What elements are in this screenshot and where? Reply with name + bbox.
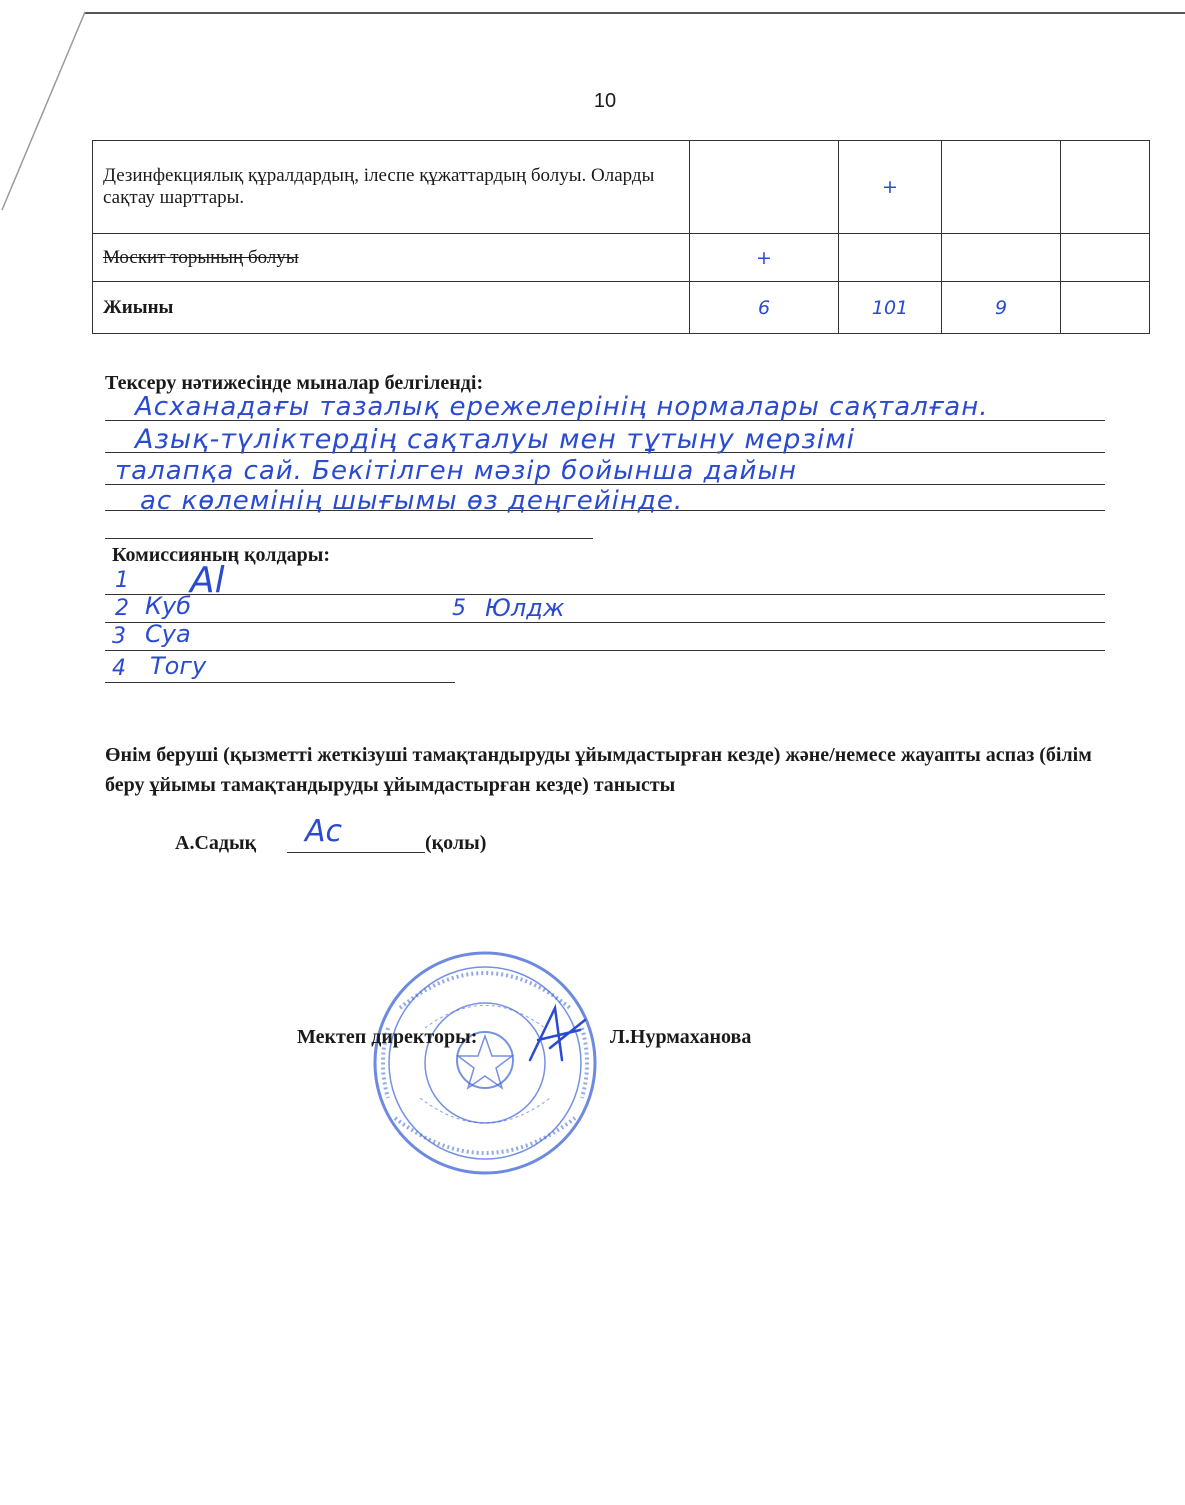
signature-line: [105, 682, 455, 683]
signature-scribble: Юлдж: [485, 594, 565, 622]
mark-cell: [1061, 234, 1150, 282]
mark-cell: +: [839, 141, 942, 234]
signature-scribble: Суа: [145, 620, 191, 648]
acknowledgement-text: Өнім беруші (қызметті жеткізуші тамақтандыруды ұйымдастырған кезде) және/немесе жауапты аспаз (білім беру ұйымы тамақтандыруды ұйымдастырған кезде) танысты: [105, 744, 1092, 796]
scan-edge-left: [0, 0, 100, 220]
signature-line: [105, 594, 1105, 595]
mark-cell: [942, 141, 1061, 234]
mark-cell: [690, 141, 839, 234]
director-signature: [520, 1000, 590, 1070]
signature-number: 1: [115, 568, 129, 593]
signature-number: 4: [112, 656, 126, 681]
mark-cell: [839, 234, 942, 282]
director-name: Л.Нурмаханова: [610, 1026, 752, 1048]
signature-scribble: Al: [190, 560, 225, 601]
row-label: Жиыны: [93, 282, 690, 334]
mark-cell: [1061, 141, 1150, 234]
signature-scribble: Куб: [145, 592, 192, 620]
writing-line: [105, 538, 593, 539]
page-number: 10: [593, 90, 617, 112]
mark-cell: [942, 234, 1061, 282]
finding-line: талапқа сай. Бекітілген мәзір бойынша дайын: [115, 456, 797, 486]
signature-number: 2: [115, 596, 129, 621]
signature-number: 5: [452, 596, 466, 621]
mark-cell: +: [690, 234, 839, 282]
finding-line: ас көлемінің шығымы өз деңгейінде.: [140, 486, 684, 516]
commission-heading: Комиссияның қолдары:: [112, 544, 331, 566]
director-title: Мектеп директоры:: [297, 1026, 478, 1048]
supplier-signature-scribble: Ас: [305, 814, 343, 849]
checklist-table: [92, 140, 1150, 334]
mark-cell: 6: [690, 282, 839, 334]
supplier-sign-label: (қолы): [425, 832, 487, 854]
signature-scribble: Тогу: [150, 652, 207, 680]
signature-line: [105, 622, 1105, 623]
finding-line: Азық-түліктердің сақталуы мен тұтыну мерзімі: [135, 424, 856, 455]
mark-cell: 9: [942, 282, 1061, 334]
scan-edge: [85, 12, 1185, 14]
table-row: [93, 282, 1150, 334]
supplier-signature-line: [287, 852, 425, 853]
row-label: Дезинфекциялық құралдардың, ілеспе құжаттардың болуы. Оларды сақтау шарттары.: [93, 141, 690, 234]
signature-line: [105, 650, 1105, 651]
table-row: [93, 234, 1150, 282]
finding-line: Асханадағы тазалық ережелерінің нормалары сақталған.: [135, 392, 989, 422]
mark-cell: [1061, 282, 1150, 334]
row-label: Москит торының болуы: [93, 234, 690, 282]
supplier-name: А.Садық: [175, 832, 257, 854]
mark-cell: 101: [839, 282, 942, 334]
table-row: [93, 141, 1150, 234]
signature-number: 3: [112, 624, 126, 649]
findings-heading: Тексеру нәтижесінде мыналар белгіленді:: [105, 372, 484, 394]
